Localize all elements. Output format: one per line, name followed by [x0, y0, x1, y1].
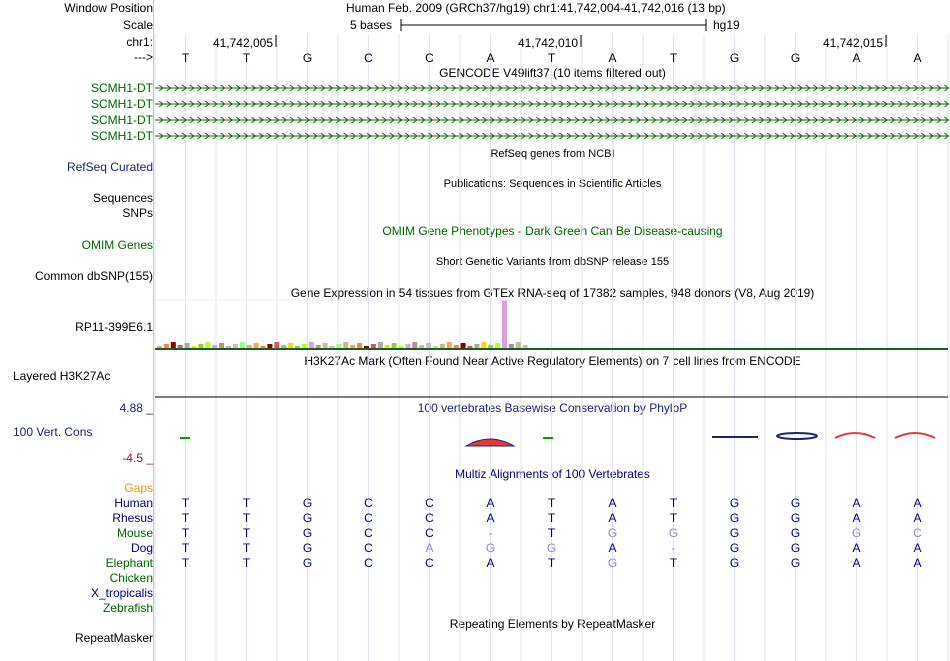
gtex-tissue-bar: [371, 344, 376, 348]
alignment-base: G: [851, 526, 862, 540]
alignment-base: A: [852, 556, 861, 570]
gtex-tissue-bar: [523, 345, 528, 348]
alignment-base: G: [729, 541, 740, 555]
reference-base: G: [729, 51, 740, 65]
publications-sequences-label[interactable]: Sequences: [92, 191, 153, 205]
gtex-tissue-bar: [336, 344, 341, 348]
gtex-tissue-bar: [474, 344, 479, 348]
alignment-base: T: [242, 496, 251, 510]
alignment-base: C: [913, 526, 922, 540]
scale-label: Scale: [122, 18, 153, 32]
conservation-max-label: 4.88 _: [119, 401, 153, 415]
alignment-base: T: [181, 541, 190, 555]
gtex-tissue-bar: [350, 345, 355, 348]
conservation-mark: [777, 433, 817, 439]
gencode-item-3[interactable]: SCMH1-DT: [91, 113, 153, 127]
reference-base: T: [242, 51, 251, 65]
gtex-tissue-bar: [468, 346, 473, 348]
alignment-base: T: [242, 526, 251, 540]
alignment-base: G: [302, 556, 313, 570]
alignment-base: G: [302, 496, 313, 510]
dbsnp-track-label[interactable]: Common dbSNP(155): [34, 269, 153, 283]
conservation-min-label: -4.5 _: [122, 451, 153, 465]
gtex-tissue-bar: [502, 300, 507, 348]
gencode-item-1[interactable]: SCMH1-DT: [91, 81, 153, 95]
alignment-base: A: [608, 541, 617, 555]
alignment-base: C: [425, 511, 434, 525]
strand-arrow: --->: [134, 50, 153, 64]
conservation-track-label[interactable]: 100 Vert. Cons: [13, 425, 93, 439]
alignment-base: G: [729, 556, 740, 570]
species-label[interactable]: X_tropicalis: [90, 586, 153, 600]
alignment-base: -: [671, 541, 676, 555]
gtex-tissue-bar: [330, 346, 335, 348]
coordinate-label: 41,742,005: [212, 36, 273, 50]
gtex-tissue-bar: [433, 346, 438, 348]
reference-base: T: [547, 51, 556, 65]
gtex-tissue-bar: [261, 346, 266, 348]
conservation-peak: [466, 439, 514, 446]
alignment-base: C: [364, 541, 373, 555]
alignment-base: G: [790, 556, 801, 570]
alignment-base: A: [486, 496, 495, 510]
alignment-base: G: [790, 526, 801, 540]
gtex-tissue-bar: [392, 343, 397, 348]
gtex-tissue-bar: [226, 346, 231, 348]
reference-base: G: [790, 51, 801, 65]
h3k27ac-track-title[interactable]: H3K27Ac Mark (Often Found Near Active Regulatory Elements) on 7 cell lines from ENCODE: [304, 354, 801, 368]
gtex-tissue-bar: [157, 346, 162, 348]
reference-base: A: [608, 51, 617, 65]
conservation-track-title[interactable]: 100 vertebrates Basewise Conservation by PhyloP: [417, 401, 688, 415]
alignment-base: C: [364, 556, 373, 570]
gtex-tissue-bar: [288, 343, 293, 348]
alignment-base: G: [302, 541, 313, 555]
alignment-base: A: [913, 556, 922, 570]
alignment-base: A: [608, 496, 617, 510]
reference-base: T: [181, 51, 190, 65]
gtex-tissue-bar: [254, 343, 259, 348]
alignment-base: T: [242, 541, 251, 555]
alignment-base: A: [913, 511, 922, 525]
species-label[interactable]: Zebrafish: [102, 601, 153, 615]
species-label[interactable]: Dog: [130, 541, 153, 555]
alignment-base: G: [790, 511, 801, 525]
gtex-tissue-bar: [357, 343, 362, 348]
gtex-tissue-bar: [495, 343, 500, 348]
gtex-tissue-bar: [426, 343, 431, 348]
gtex-tissue-bar: [212, 345, 217, 348]
gtex-tissue-bar: [509, 344, 514, 348]
gencode-item-4[interactable]: SCMH1-DT: [91, 129, 153, 143]
gtex-tissue-bar: [385, 345, 390, 348]
dbsnp-track-title[interactable]: Short Genetic Variants from dbSNP release 155: [435, 256, 670, 268]
alignment-base: A: [913, 496, 922, 510]
species-label[interactable]: Human: [114, 496, 153, 510]
species-label[interactable]: Mouse: [116, 526, 153, 540]
alignment-base: T: [547, 496, 556, 510]
alignment-base: T: [547, 526, 556, 540]
reference-base: C: [364, 51, 373, 65]
conservation-peak: [835, 433, 875, 438]
gtex-tissue-bar: [516, 342, 521, 348]
alignment-base: C: [364, 526, 373, 540]
alignment-base: -: [488, 526, 493, 540]
omim-track-title[interactable]: OMIM Gene Phenotypes - Dark Green Can Be Disease-causing: [382, 224, 723, 238]
alignment-base: G: [302, 511, 313, 525]
refseq-track-title[interactable]: RefSeq genes from NCBI: [490, 148, 615, 160]
repeatmasker-track-label[interactable]: RepeatMasker: [74, 631, 153, 645]
gencode-track-title[interactable]: GENCODE V49lift37 (10 items filtered out): [439, 66, 666, 80]
gtex-tissue-bar: [399, 346, 404, 348]
gtex-tissue-bar: [454, 345, 459, 348]
gencode-item-2[interactable]: SCMH1-DT: [91, 97, 153, 111]
conservation-peak: [895, 433, 935, 438]
gtex-tissue-bar: [267, 344, 272, 348]
reference-base: T: [669, 51, 678, 65]
reference-base: A: [852, 51, 861, 65]
gtex-track-label[interactable]: RP11-399E6.1: [75, 320, 153, 334]
multiz-gaps-label[interactable]: Gaps: [124, 481, 153, 495]
alignment-base: C: [425, 496, 434, 510]
gtex-tissue-bar: [412, 342, 417, 348]
alignment-base: A: [425, 541, 434, 555]
reference-base: G: [302, 51, 313, 65]
alignment-base: T: [547, 511, 556, 525]
species-label[interactable]: Chicken: [109, 571, 153, 585]
coordinate-label: 41,742,015: [822, 36, 883, 50]
gtex-tissue-bar: [309, 342, 314, 348]
gtex-tissue-bar: [440, 344, 445, 348]
alignment-base: T: [669, 496, 678, 510]
gtex-tissue-bar: [488, 345, 493, 348]
gtex-tissue-bar: [240, 342, 245, 348]
species-label[interactable]: Elephant: [105, 556, 153, 570]
gtex-track-title[interactable]: Gene Expression in 54 tissues from GTEx RNA-seq of 17382 samples, 948 donors (V8, Aug 2019): [290, 286, 815, 300]
gtex-tissue-bar: [364, 346, 369, 348]
alignment-base: G: [729, 511, 740, 525]
reference-base: A: [486, 51, 495, 65]
chrom-label: chr1:: [126, 35, 153, 49]
gtex-tissue-bar: [198, 344, 203, 348]
reference-base: C: [425, 51, 434, 65]
alignment-base: A: [486, 556, 495, 570]
gtex-tissue-bar: [247, 345, 252, 348]
gtex-tissue-bar: [405, 344, 410, 348]
alignment-base: A: [608, 511, 617, 525]
alignment-base: G: [668, 526, 679, 540]
alignment-base: C: [425, 526, 434, 540]
alignment-base: T: [181, 511, 190, 525]
alignment-base: T: [181, 526, 190, 540]
gtex-tissue-bar: [461, 343, 466, 348]
gtex-tissue-bar: [171, 342, 176, 348]
alignment-base: T: [181, 496, 190, 510]
alignment-base: A: [852, 496, 861, 510]
refseq-track-label[interactable]: RefSeq Curated: [66, 160, 153, 174]
gtex-tissue-bar: [316, 345, 321, 348]
gtex-tissue-bar: [164, 344, 169, 348]
alignment-base: T: [242, 556, 251, 570]
gtex-tissue-bar: [378, 342, 383, 348]
alignment-base: A: [913, 541, 922, 555]
alignment-base: T: [669, 511, 678, 525]
window-position-title: Human Feb. 2009 (GRCh37/hg19) chr1:41,742,004-41,742,016 (13 bp): [346, 1, 726, 15]
alignment-base: G: [729, 526, 740, 540]
alignment-base: A: [486, 511, 495, 525]
alignment-base: G: [607, 526, 618, 540]
gtex-tissue-bar: [274, 342, 279, 348]
gtex-tissue-bar: [295, 346, 300, 348]
omim-track-label[interactable]: OMIM Genes: [81, 238, 153, 252]
scale-text: 5 bases: [350, 18, 393, 32]
gtex-tissue-bar: [447, 342, 452, 348]
gtex-tissue-bar: [302, 344, 307, 348]
window-position-label: Window Position: [64, 1, 153, 15]
publications-track-title[interactable]: Publications: Sequences in Scientific Articles: [443, 178, 662, 190]
repeatmasker-track-title[interactable]: Repeating Elements by RepeatMasker: [449, 617, 656, 631]
alignment-base: G: [485, 541, 496, 555]
conservation-mark: [543, 437, 553, 439]
alignment-base: C: [364, 496, 373, 510]
alignment-base: C: [425, 556, 434, 570]
alignment-base: T: [242, 511, 251, 525]
gtex-tissue-bar: [205, 342, 210, 348]
alignment-base: G: [729, 496, 740, 510]
gtex-tissue-bar: [219, 343, 224, 348]
gtex-tissue-bar: [233, 344, 238, 348]
coordinate-label: 41,742,010: [517, 36, 578, 50]
alignment-base: T: [669, 556, 678, 570]
gtex-tissue-bar: [178, 345, 183, 348]
gtex-tissue-bar: [281, 345, 286, 348]
species-label[interactable]: Rhesus: [112, 511, 153, 525]
conservation-mark: [180, 437, 190, 439]
gtex-tissue-bar: [343, 342, 348, 348]
gtex-tissue-bar: [481, 342, 486, 348]
alignment-base: A: [852, 541, 861, 555]
alignment-base: T: [181, 556, 190, 570]
alignment-base: G: [607, 556, 618, 570]
gtex-tissue-bar: [419, 345, 424, 348]
reference-base: A: [913, 51, 922, 65]
alignment-base: G: [546, 541, 557, 555]
assembly-label: hg19: [713, 18, 740, 32]
gtex-tissue-bar: [185, 343, 190, 348]
publications-snps-label[interactable]: SNPs: [122, 206, 153, 220]
alignment-base: A: [852, 511, 861, 525]
h3k27ac-track-label[interactable]: Layered H3K27Ac: [13, 369, 111, 383]
multiz-track-title[interactable]: Multiz Alignments of 100 Vertebrates: [455, 467, 650, 481]
alignment-base: G: [790, 496, 801, 510]
alignment-base: C: [364, 511, 373, 525]
gtex-tissue-bar: [323, 343, 328, 348]
gtex-tissue-bar: [192, 346, 197, 348]
alignment-base: G: [790, 541, 801, 555]
alignment-base: G: [302, 526, 313, 540]
alignment-base: T: [547, 556, 556, 570]
